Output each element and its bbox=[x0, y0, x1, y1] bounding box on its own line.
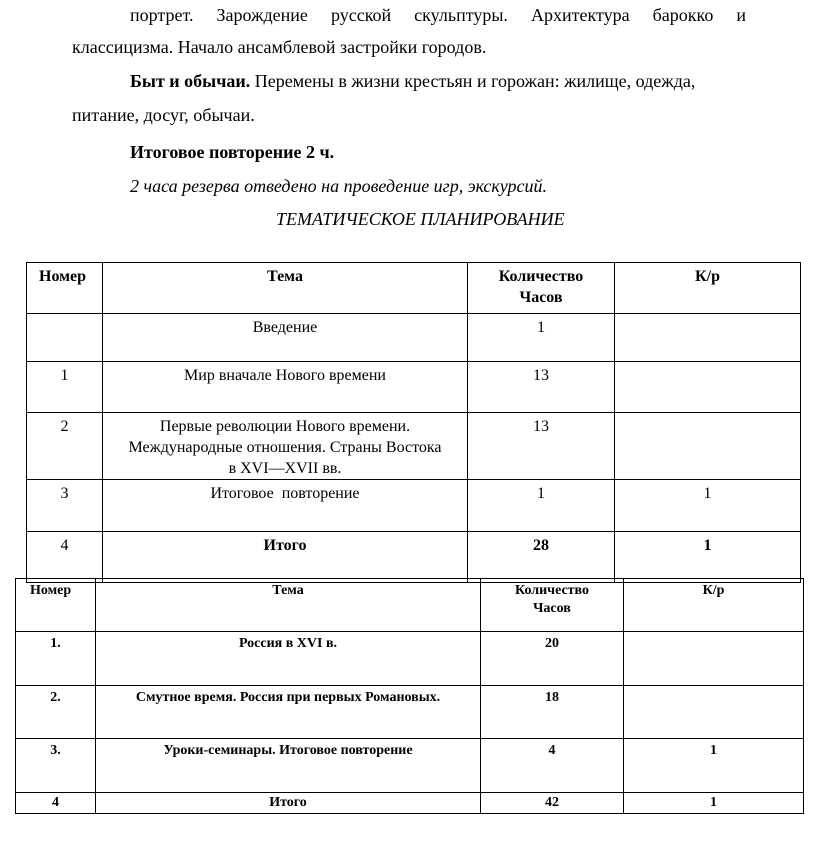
section-heading: ТЕМАТИЧЕСКОЕ ПЛАНИРОВАНИЕ bbox=[276, 209, 565, 229]
table-row bbox=[16, 632, 804, 686]
cell-kr: 1 bbox=[624, 793, 804, 814]
table-row bbox=[16, 686, 804, 739]
header-number: Номер bbox=[27, 263, 103, 314]
header-topic: Тема bbox=[96, 579, 481, 632]
cell-hours: 42 bbox=[481, 793, 624, 814]
paragraph-line: классицизма. Начало ансамблевой застройки городов. bbox=[72, 37, 487, 57]
cell-hours: 13 bbox=[468, 413, 615, 480]
cell-kr: 1 bbox=[615, 480, 801, 532]
cell-topic: Уроки-семинары. Итоговое повторение bbox=[96, 739, 481, 793]
cell-number: 1. bbox=[16, 632, 96, 686]
cell-hours: 13 bbox=[468, 362, 615, 413]
header-hours-line2: Часов bbox=[519, 289, 563, 306]
header-kr: К/р bbox=[624, 579, 804, 632]
cell-number: 4 bbox=[16, 793, 96, 814]
cell-hours: 28 bbox=[468, 532, 615, 583]
header-hours bbox=[468, 263, 615, 314]
reserve-note: 2 часа резерва отведено на проведение игр, экскурсий. bbox=[130, 176, 548, 196]
table-total-row bbox=[27, 532, 801, 583]
table-header-row bbox=[27, 263, 801, 314]
cell-kr bbox=[615, 314, 801, 362]
byt-text: Перемены в жизни крестьян и горожан: жилище, одежда, bbox=[250, 71, 696, 91]
final-review-heading: Итоговое повторение 2 ч. bbox=[130, 142, 335, 162]
cell-kr bbox=[624, 686, 804, 739]
header-hours-line2: Часов bbox=[533, 601, 571, 616]
cell-topic: Итого bbox=[103, 532, 468, 583]
table-row bbox=[27, 413, 801, 480]
cell-kr bbox=[615, 413, 801, 480]
paragraph-line: питание, досуг, обычаи. bbox=[72, 105, 255, 125]
thematic-plan-table-2 bbox=[15, 578, 804, 814]
cell-hours: 18 bbox=[481, 686, 624, 739]
cell-topic: Мир вначале Нового времени bbox=[103, 362, 468, 413]
table-total-row bbox=[16, 793, 804, 814]
cell-number: 4 bbox=[27, 532, 103, 583]
cell-topic: Итого bbox=[96, 793, 481, 814]
cell-kr: 1 bbox=[624, 739, 804, 793]
header-topic: Тема bbox=[103, 263, 468, 314]
cell-topic bbox=[103, 413, 468, 480]
table-row bbox=[27, 480, 801, 532]
table-row bbox=[27, 362, 801, 413]
table-header-row bbox=[16, 579, 804, 632]
header-number: Номер bbox=[16, 579, 96, 632]
cell-topic: Россия в XVI в. bbox=[96, 632, 481, 686]
cell-number: 2. bbox=[16, 686, 96, 739]
header-hours-line1: Количество bbox=[498, 268, 584, 285]
paragraph-line: портрет. Зарождение русской скульптуры. Архитектура барокко и bbox=[130, 5, 746, 25]
cell-hours: 1 bbox=[468, 314, 615, 362]
paragraph-byt bbox=[130, 70, 695, 92]
table-row bbox=[27, 314, 801, 362]
cell-topic: Введение bbox=[103, 314, 468, 362]
table-row bbox=[16, 739, 804, 793]
cell-topic-line1: Первые революции Нового времени. bbox=[159, 418, 411, 435]
header-hours bbox=[481, 579, 624, 632]
cell-number bbox=[27, 314, 103, 362]
cell-hours: 1 bbox=[468, 480, 615, 532]
cell-number: 1 bbox=[27, 362, 103, 413]
cell-kr: 1 bbox=[615, 532, 801, 583]
byt-heading: Быт и обычаи. bbox=[130, 71, 251, 91]
cell-topic: Смутное время. Россия при первых Романовых. bbox=[96, 686, 481, 739]
cell-kr bbox=[624, 632, 804, 686]
thematic-plan-table-1 bbox=[26, 262, 801, 583]
header-kr: К/р bbox=[615, 263, 801, 314]
cell-kr bbox=[615, 362, 801, 413]
cell-topic-line3: в XVI—XVII вв. bbox=[228, 460, 342, 477]
header-hours-line1: Количество bbox=[514, 583, 590, 598]
cell-number: 3 bbox=[27, 480, 103, 532]
cell-topic: Итоговое повторение bbox=[103, 480, 468, 532]
cell-number: 3. bbox=[16, 739, 96, 793]
cell-hours: 20 bbox=[481, 632, 624, 686]
cell-number: 2 bbox=[27, 413, 103, 480]
cell-topic-line2: Международные отношения. Страны Востока bbox=[128, 439, 442, 456]
cell-hours: 4 bbox=[481, 739, 624, 793]
